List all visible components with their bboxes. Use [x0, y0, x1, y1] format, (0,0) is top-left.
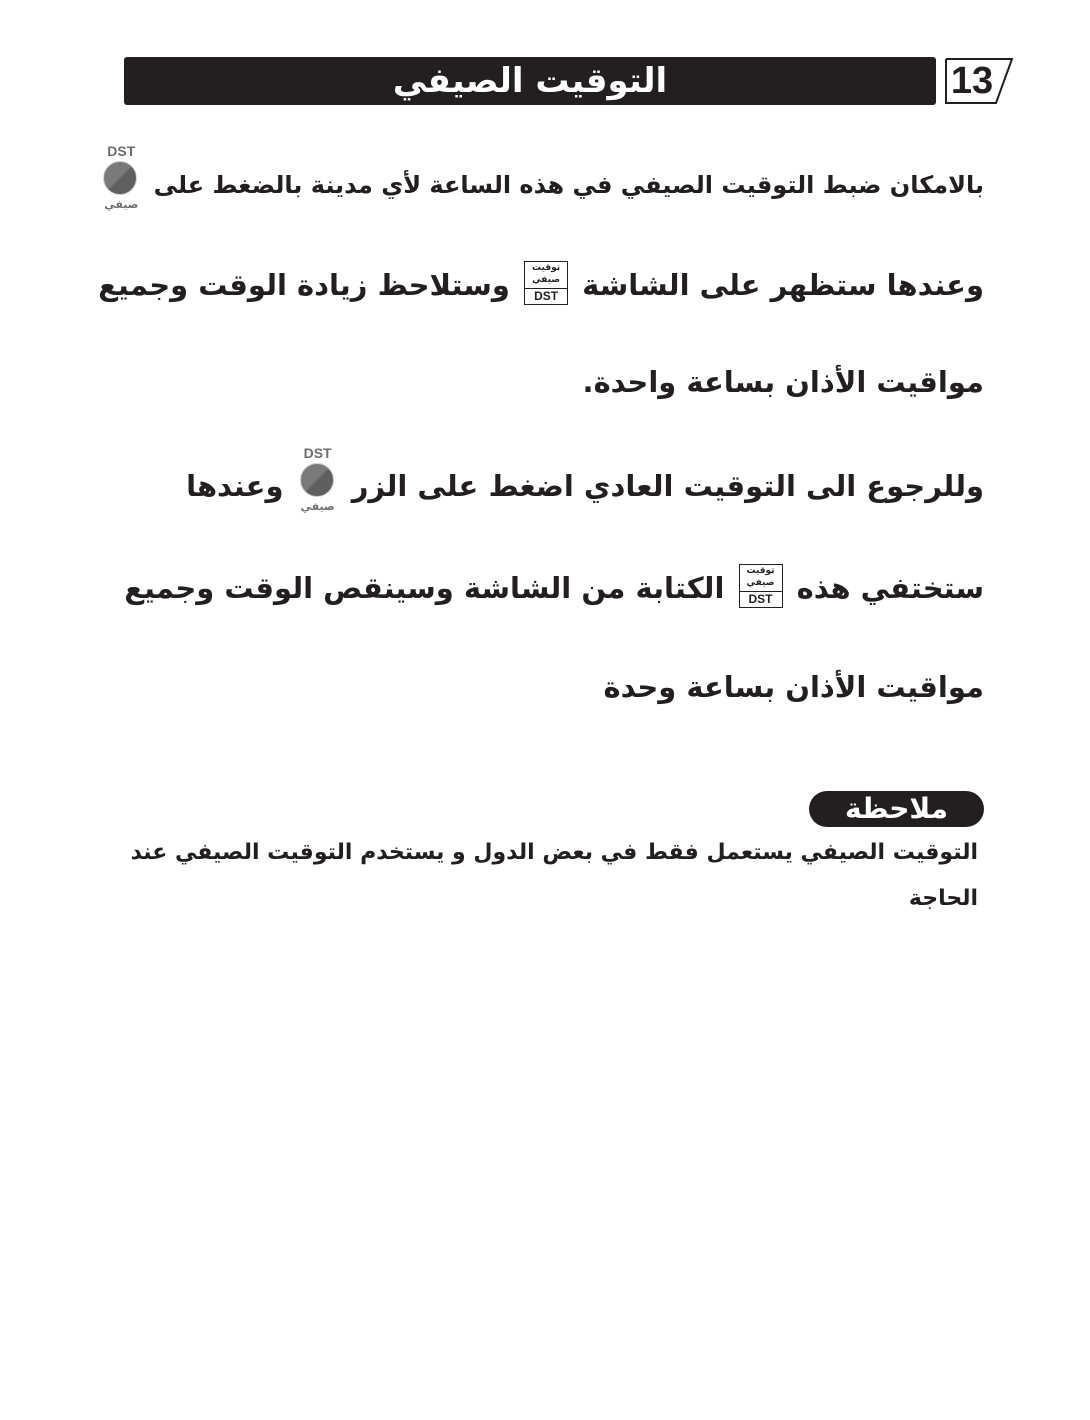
dst-button-icon [101, 144, 141, 216]
dst-icon-line3: DST [525, 288, 567, 302]
dst-button-label-bottom: صيفي [104, 198, 139, 211]
note-badge-label: ملاحظة [844, 792, 949, 825]
paragraph-3-text: مواقيت الأذان بساعة واحدة. [582, 365, 984, 399]
paragraph-3 [583, 365, 984, 399]
dst-button-circle [103, 161, 137, 195]
dst-display-icon [524, 261, 568, 305]
paragraph-5 [124, 568, 984, 612]
dst-button-icon [298, 446, 338, 518]
dst-icon-line2: صيفي [746, 578, 775, 588]
paragraph-4 [186, 445, 984, 524]
dst-button-circle [300, 463, 334, 497]
paragraph-2-text-a: وعندها ستظهر على الشاشة [582, 268, 984, 302]
paragraph-5-text-a: ستختفي هذه [796, 571, 984, 605]
paragraph-1 [97, 143, 984, 222]
page-title: التوقيت الصيفي [392, 61, 668, 101]
paragraph-6 [604, 670, 984, 704]
header-bar [124, 57, 936, 105]
paragraph-2 [98, 265, 984, 309]
dst-icon-line3: DST [740, 591, 782, 605]
dst-icon-line1: توقيت [532, 263, 561, 273]
dst-display-icon [739, 564, 783, 608]
page-number-box [944, 57, 1014, 105]
note-badge [809, 791, 984, 827]
dst-button-label-bottom: صيفي [300, 500, 335, 513]
paragraph-4-text-a: وللرجوع الى التوقيت العادي اضغط على الزر [351, 469, 984, 503]
paragraph-1-text: بالامكان ضبط التوقيت الصيفي في هذه الساعة لأي مدينة بالضغط على [153, 171, 984, 199]
paragraph-5-text-b: الكتابة من الشاشة وسينقص الوقت وجميع [124, 571, 725, 605]
dst-button-label-top: DST [107, 143, 136, 159]
paragraph-4-text-b: وعندها [186, 469, 284, 503]
paragraph-6-text: مواقيت الأذان بساعة وحدة [603, 670, 984, 704]
page-number: 13 [950, 59, 994, 102]
dst-icon-line1: توقيت [746, 566, 775, 576]
dst-button-label-top: DST [303, 445, 332, 461]
note-line-2: الحاجة [908, 886, 978, 911]
paragraph-2-text-b: وستلاحظ زيادة الوقت وجميع [98, 268, 510, 302]
note-line-1: التوقيت الصيفي يستعمل فقط في بعض الدول و يستخدم التوقيت الصيفي عند [130, 840, 978, 865]
dst-icon-line2: صيفي [532, 275, 561, 285]
